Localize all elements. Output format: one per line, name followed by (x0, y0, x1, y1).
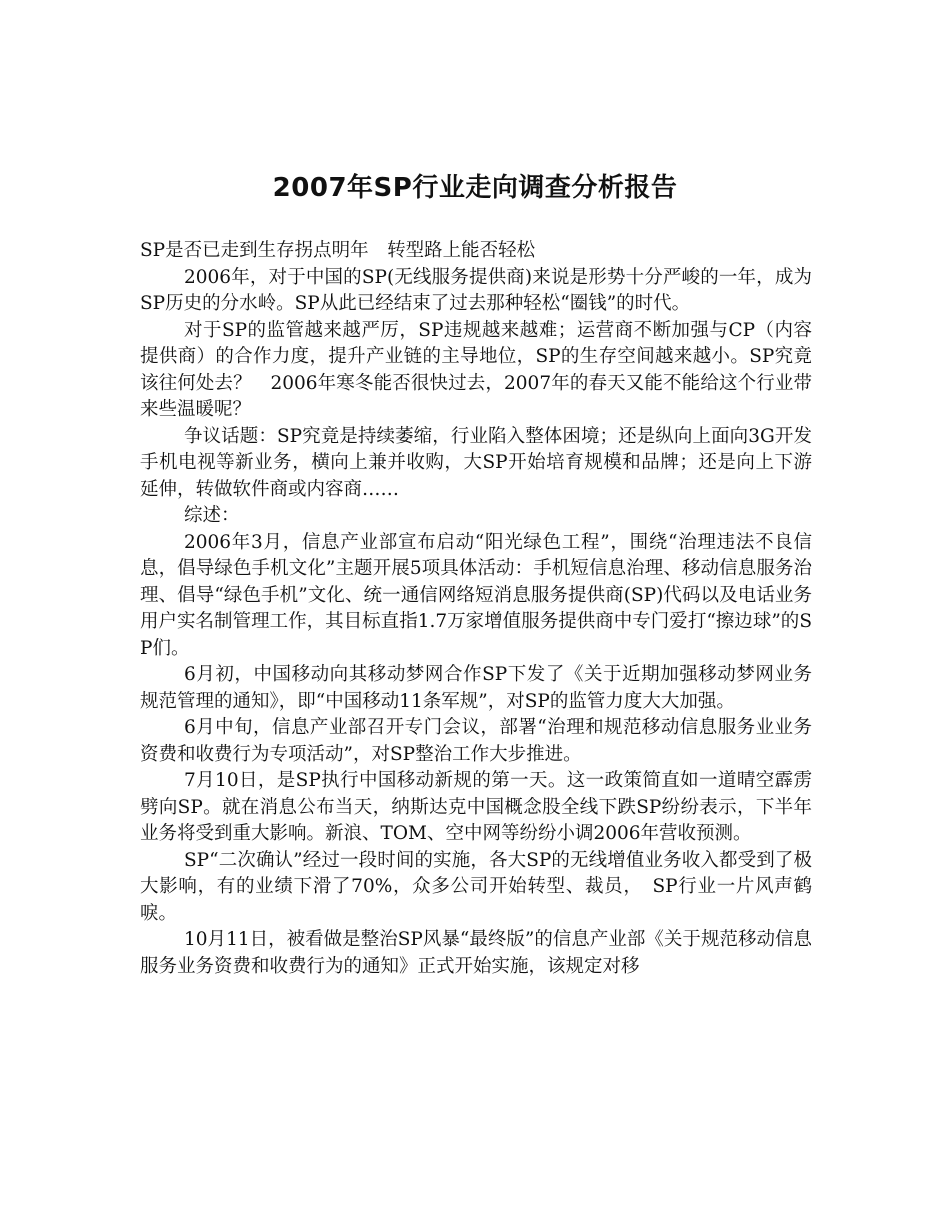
document-body (140, 238, 812, 980)
paragraph: 10月11日，被看做是整治SP风暴“最终版”的信息产业部《关于规范移动信息服务业务资费和收费行为的通知》正式开始实施，该规定对移 (140, 929, 812, 977)
paragraph: 2006年，对于中国的SP(无线服务提供商)来说是形势十分严峻的一年，成为SP历史的分水岭。SP从此已经结束了过去那种轻松“圈钱”的时代。 (140, 266, 812, 314)
paragraph: 7月10日，是SP执行中国移动新规的第一天。这一政策简直如一道晴空霹雳劈向SP。就在消息公布当天，纳斯达克中国概念股全线下跌SP纷纷表示，下半年业务将受到重大影响。新浪、TOM、空中网等纷纷小调2006年营收预测。 (140, 770, 812, 844)
paragraph: 争议话题：SP究竟是持续萎缩，行业陷入整体困境；还是纵向上面向3G开发手机电视等新业务，横向上兼并收购，大SP开始培育规模和品牌；还是向上下游延伸，转做软件商或内容商…… (140, 425, 812, 500)
paragraph: 6月初，中国移动向其移动梦网合作SP下发了《关于近期加强移动梦网业务规范管理的通知》，即“中国移动11条军规”，对SP的监管力度大大加强。 (140, 664, 812, 712)
document-title: 2007年SP行业走向调查分析报告 (272, 173, 678, 203)
paragraph: 6月中旬，信息产业部召开专门会议，部署“治理和规范移动信息服务业业务资费和收费行为专项活动”，对SP整治工作大步推进。 (140, 717, 812, 765)
paragraph-heading-summary: 综述： (184, 505, 240, 526)
paragraph: 2006年3月，信息产业部宣布启动“阳光绿色工程”，围绕“治理违法不良信息，倡导绿色手机文化”主题开展5项具体活动：手机短信息治理、移动信息服务治理、倡导“绿色手机”文化、统一通信网络短消息服务提供商(SP)代码以及电话业务用户实名制管理工作，其目标直指1.7万家增值服务提供商中专门爱打“擦边球”的SP们。 (140, 531, 812, 659)
paragraph: SP“二次确认”经过一段时间的实施，各大SP的无线增值业务收入都受到了极大影响，有的业绩下滑了70%，众多公司开始转型、裁员， SP行业一片风声鹤唳。 (140, 849, 812, 924)
paragraph-subtitle: SP是否已走到生存拐点明年 转型路上能否轻松 (140, 240, 536, 261)
paragraph: 对于SP的监管越来越严厉，SP违规越来越难；运营商不断加强与CP（内容提供商）的合作力度，提升产业链的主导地位，SP的生存空间越来越小。SP究竟该往何处去？ 2006年寒冬能否很快过去，2007年的春天又能不能给这个行业带来些温暖呢？ (140, 319, 812, 420)
